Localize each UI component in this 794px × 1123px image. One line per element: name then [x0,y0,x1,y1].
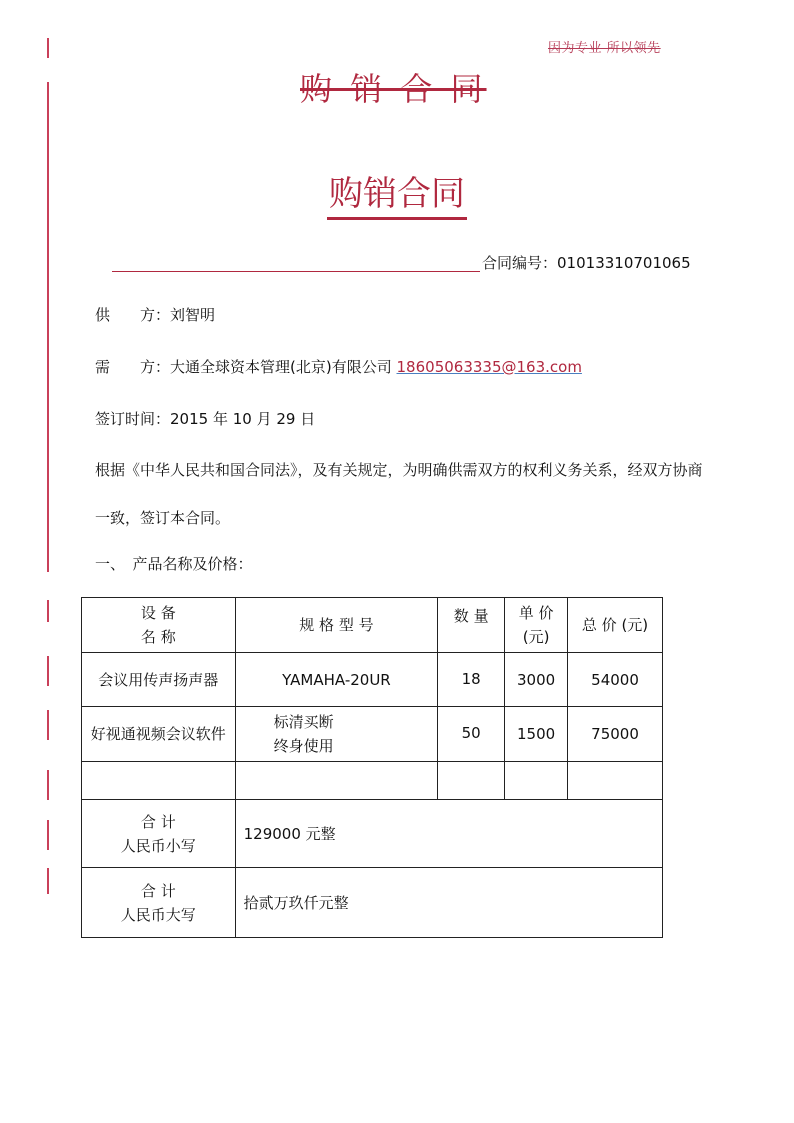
empty-cell [438,762,505,800]
row1-qty: 18 [438,653,505,707]
signed-label: 签订时间： [95,410,171,428]
table-row [82,653,663,707]
sum-small-value: 129000 元整 [235,800,662,868]
header-banner: 购 销 合 同 [300,70,487,108]
product-price-table [81,597,663,938]
sum-big-row [82,868,663,938]
contract-number-value: 01013310701065 [557,254,691,272]
margin-mark [47,600,49,622]
supplier-value: 刘智明 [170,306,216,324]
row1-name: 会议用传声扬声器 [82,653,236,707]
contract-number [482,252,691,273]
header-device-line1: 设 备 [140,604,176,622]
margin-mark [47,38,49,58]
margin-mark [47,710,49,740]
document-title-text: 购销合同 [327,166,467,220]
sum-small-label-line2: 人民币小写 [120,836,196,855]
header-total: 总 价 (元) [568,598,663,653]
row2-unit: 1500 [505,707,568,762]
signed-date-field [95,408,315,429]
header-spec: 规 格 型 号 [235,598,438,653]
section-heading: 一、 产品名称及价格： [95,555,253,573]
header-unit-price [505,598,568,653]
row2-spec-line1: 标清买断 [273,713,334,731]
header-qty: 数 量 [438,598,505,653]
margin-mark [47,656,49,686]
empty-cell [568,762,663,800]
buyer-field [95,356,582,377]
margin-line [47,82,49,572]
buyer-value: 大通全球资本管理(北京)有限公司 [170,358,392,376]
contract-number-label: 合同编号： [482,254,558,272]
row1-unit: 3000 [505,653,568,707]
row2-spec [235,707,438,762]
empty-cell [505,762,568,800]
row2-total: 75000 [568,707,663,762]
contract-number-underline [112,271,480,272]
header-unit-line1: 单 价 [518,604,554,622]
sum-small-row [82,800,663,868]
header-device-line2: 名 称 [140,628,176,646]
margin-mark [47,820,49,850]
intro-paragraph: 根据《中华人民共和国合同法》，及有关规定，为明确供需双方的权利义务关系，经双方协商一致，签订本合同。 [95,461,703,527]
header-device [82,598,236,653]
supplier-field [95,304,215,325]
table-header-row [82,598,663,653]
sum-big-value: 拾贰万玖仟元整 [235,868,662,938]
sum-small-label [82,800,236,868]
header-unit-line2: (元) [522,628,550,646]
supplier-label: 供 方： [95,306,171,324]
row2-qty: 50 [438,707,505,762]
empty-cell [235,762,438,800]
signed-value: 2015 年 10 月 29 日 [170,410,316,428]
row1-total: 54000 [568,653,663,707]
row2-name: 好视通视频会议软件 [82,707,236,762]
buyer-email-link[interactable]: 18605063335@163.com [396,358,582,376]
row1-spec: YAMAHA-20UR [235,653,438,707]
sum-big-label-line2: 人民币大写 [120,905,196,924]
empty-cell [82,762,236,800]
sum-big-label-line1: 合 计 [140,881,176,900]
row2-spec-line2: 终身使用 [273,737,334,755]
margin-mark [47,868,49,894]
table-row [82,707,663,762]
sum-small-label-line1: 合 计 [140,812,176,831]
header-tagline: 因为专业 所以领先 [548,41,661,56]
sum-big-label [82,868,236,938]
document-title [0,166,794,220]
table-row-empty [82,762,663,800]
margin-mark [47,770,49,800]
buyer-label: 需 方： [95,358,171,376]
